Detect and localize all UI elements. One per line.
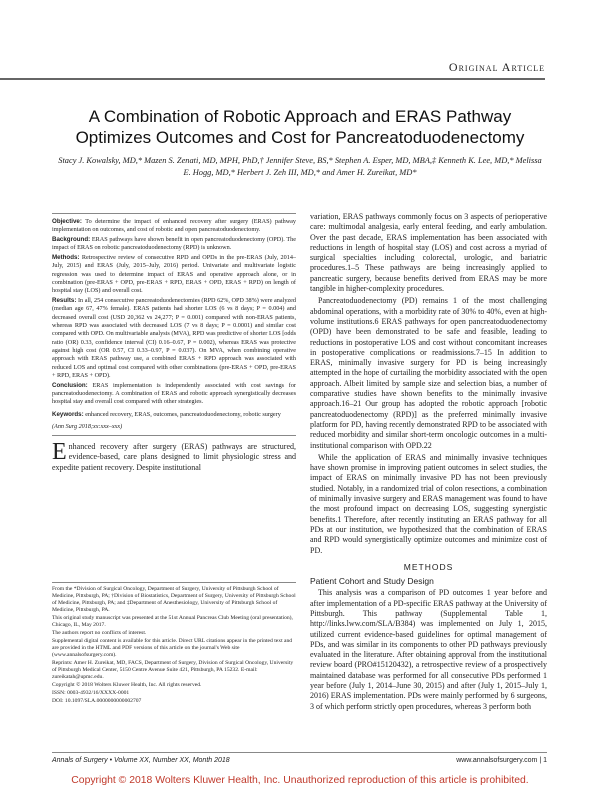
methods-text: Retrospective review of consecutive RPD and OPDs in the pre-ERAS (July, 2014–July, 2015) and ERAS (July, 2015–July, 2016) period. Univariate and multivariate logistic regression was used to determine impact of ERAS and operative approach alone, or in combination (pre-ERAS + OPD, pre-ERAS + RPD, ERAS + OPD, ERAS + RPD) on length of hospital stay (LOS) and overall cost.: [52, 254, 297, 295]
note-conflicts: The authors report no conflicts of interest.: [52, 630, 147, 636]
footer-rule: [52, 752, 547, 753]
section-label: Original Article: [448, 60, 545, 74]
body-column: [310, 212, 547, 714]
page-number: 1: [543, 757, 547, 764]
methods-heading: METHODS: [403, 561, 454, 572]
note-issn: ISSN: 0003-4932/16/XXXX-0001: [52, 690, 130, 696]
footer-separator: |: [539, 757, 544, 764]
conclusion-label: Conclusion:: [52, 381, 88, 389]
abstract-background: [52, 236, 296, 253]
note-presentation: This original study manuscript was presented at the 51st Annual Pancreas Club Meeting (oral presentation), Chicago, IL, May 2017.: [52, 615, 293, 628]
header-rule: [0, 78, 545, 80]
body-paragraph-1: variation, ERAS pathways commonly focus on 3 aspects of perioperative care: multimodal analgesia, early enteral feeding, and early ambulation. Over the past decade, ERAS implementation has been associated with reductions in length of hospital stay (LOS) and cost across a myriad of surgical specialties including colorectal, urologic, and bariatric procedures.1–5 These pathways are being increasingly applied to pancreatic surgery, because benefits derived from ERAS may be more tangible in higher-complexity procedures.: [310, 212, 547, 294]
body-paragraph-3: While the application of ERAS and minimally invasive techniques have shown promise in improving patient outcomes in select studies, the impact of ERAS on minimally invasive PD has not been previously studied. Notably, in a randomized trial of colon resections, a combination of minimally invasive surgery and ERAS management was found to have the most profound impact on decreasing LOS, suggesting synergistic benefits.1 Therefore, after recently instituting an ERAS pathway for all PDs at our institution, we hypothesized that the combination of ERAS and RPD would synergistically optimize outcomes and minimize cost of PD.: [310, 452, 547, 555]
intro-paragraph: [52, 439, 296, 473]
body-paragraph-2: Pancreatoduodenectomy (PD) remains 1 of the most challenging abdominal operations, with a morbidity rate of 30% to 40%, even at high-volume institutions.6 ERAS pathways for open pancreatoduodenectomy (OPD) have been demonstrated to be safe and feasible, leading to reductions in postoperative LOS and cost without concomitant increases in postoperative complications or readmissions.7–15 In addition to ERAS, minimally invasive surgery for PD is being increasingly attempted in the hope of curtailing the morbidity associated with the open approach. Albeit limited by sample size and selection bias, a number of comparative studies have shown benefits to the minimally invasive approach.16–21 Our group has adopted the robotic approach [robotic pancreatoduodenectomy (RPD)] as the preferred minimally invasive platform for PD, having recently demonstrated RPD to be associated with reduced morbidity and similar short-term oncologic outcomes in a multi-institutional comparison with OPD.22: [310, 296, 547, 450]
abstract-citation: (Ann Surg 2018;xx:xxx–xxx): [52, 422, 123, 430]
affiliation-notes: [52, 586, 296, 706]
note-affiliations: From the *Division of Surgical Oncology, Department of Surgery, University of Pittsburgh School of Medicine, Pittsburgh, PA; †Division of Biostatistics, Department of Surgery, University of Pittsburgh School of Medicine, Pittsburgh, PA; and ‡Department of Anesthesiology, University of Pittsburgh School of Medicine, Pittsburgh, PA.: [52, 586, 296, 613]
abstract-objective: [52, 218, 296, 235]
background-label: Background:: [52, 236, 91, 244]
abstract-methods: [52, 254, 296, 295]
intro-text: nhanced recovery after surgery (ERAS) pathways are structured, evidence-based, care plans designed to limit physiologic stress and expedite patient recovery. Despite institutional: [52, 442, 296, 472]
keywords-text: enhanced recovery, ERAS, outcomes, pancreatoduodenectomy, robotic surgery: [85, 410, 281, 418]
keywords-label: Keywords:: [52, 410, 84, 418]
article-title: A Combination of Robotic Approach and ERAS Pathway Optimizes Outcomes and Cost for Pancreatoduodenectomy: [75, 107, 525, 147]
results-text: In all, 254 consecutive pancreatoduodenectomies (RPD 62%, OPD 38%) were analyzed (median age 67, 47% female). ERAS patients had shorter LOS (6 vs 8 days; P = 0.004) and decreased overall cost (USD 20,362 vs 24,277; P = 0.001) compared with non-ERAS patients, whereas RPD was associated with decreased LOS (7 vs 8 days; P = 0.0001) and similar cost compared with OPD. On multivariable analysis (MVA), RPD was predictive of shorter LOS [odds ratio (OR) 0.33, confidence interval (CI) 0.16–0.67, P = 0.002), whereas ERAS was protective against high cost (OR 0.57, CI 0.33–0.97, P = 0.037). On MVA, when combining operative approach with ERAS pathway use, a combined ERAS + RPD approach was associated with reduced LOS and optimal cost compared with other combinations (pre-ERAS + OPD, pre-ERAS + RPD, ERAS + OPD).: [52, 297, 296, 379]
journal-website[interactable]: www.annalsofsurgery.com: [456, 757, 538, 764]
notes-rule: [52, 582, 296, 583]
author-list: Stacy J. Kowalsky, MD,* Mazen S. Zenati, MD, MPH, PhD,† Jennifer Steve, BS,* Stephen A. Esper, MD, MBA,‡ Kenneth K. Lee, MD,* Melissa E. Hogg, MD,* Herbert J. Zeh III, MD,* and Amer H. Zureikat, MD*: [58, 156, 542, 177]
note-copyright: Copyright © 2018 Wolters Kluwer Health, Inc. All rights reserved.: [52, 682, 202, 688]
copyright-notice: Copyright © 2018 Wolters Kluwer Health, Inc. Unauthorized reproduction of this article is prohibited.: [71, 775, 529, 786]
journal-info: Annals of Surgery • Volume XX, Number XX, Month 2018: [52, 757, 230, 764]
note-reprints: Reprints: Amer H. Zureikat, MD, FACS, Department of Surgery, Division of Surgical Oncology, University of Pittsburgh Medical Center, 5150 Centre Avenue Suite 421, Pittsburgh, PA 15232. E-mail: zureikatah@upmc.edu.: [52, 660, 294, 680]
note-doi: DOI: 10.1097/SLA.0000000000002707: [52, 698, 142, 704]
body-paragraph-4: This analysis was a comparison of PD outcomes 1 year before and after implementation of a PD-specific ERAS pathway at the University of Pittsburgh. This pathway (Supplemental Table 1, http://links.lww.com/SLA/B384) was implemented on July 1, 2015, utilized current evidence-based guidelines for optimal management of PDs, and was similar in its components to other PD pathways previously evaluated in the literature. After obtaining approval from the institutional review board (PRO#15120432), a retrospective review of a prospectively maintained database was performed for all consecutive PDs performed 1 year before (July 1, 2014–June 30, 2015) and after (July 1, 2015–July 1, 2016) ERAS implementation. PDs were mainly performed by 6 surgeons, 3 of which perform strictly open procedures, whereas 3 perform both: [310, 588, 547, 711]
subsection-heading: Patient Cohort and Study Design: [310, 576, 434, 587]
abstract-conclusion: [52, 382, 296, 407]
methods-label: Methods:: [52, 254, 80, 262]
objective-text: To determine the impact of enhanced recovery after surgery (ERAS) pathway implementation on outcomes, and cost of robotic and open pancreatoduodenectomy.: [52, 218, 297, 234]
objective-label: Objective:: [52, 218, 82, 225]
drop-cap: E: [52, 439, 67, 466]
abstract-column: [52, 212, 296, 473]
footer-right: [300, 757, 547, 764]
results-label: Results:: [52, 297, 77, 305]
abstract-keywords: [52, 411, 296, 419]
note-supplemental: Supplemental digital content is available for this article. Direct URL citations appear in the printed text and are provided in the HTML and PDF versions of this article on the journal's Web site (www.annalsofsurgery.com).: [52, 638, 293, 658]
abstract-top-rule: [52, 213, 296, 214]
abstract-bottom-rule: [52, 435, 296, 436]
conclusion-text: ERAS implementation is independently associated with cost savings for pancreatoduodenectomy. A combination of ERAS and robotic approach synergistically decreases hospital stay and overall cost compared with other strategies.: [52, 381, 296, 406]
abstract-results: [52, 297, 296, 380]
background-text: ERAS pathways have shown benefit in open pancreatoduodenectomy (OPD). The impact of ERAS on robotic pancreatoduodenectomy (RPD) is unknown.: [52, 236, 297, 252]
